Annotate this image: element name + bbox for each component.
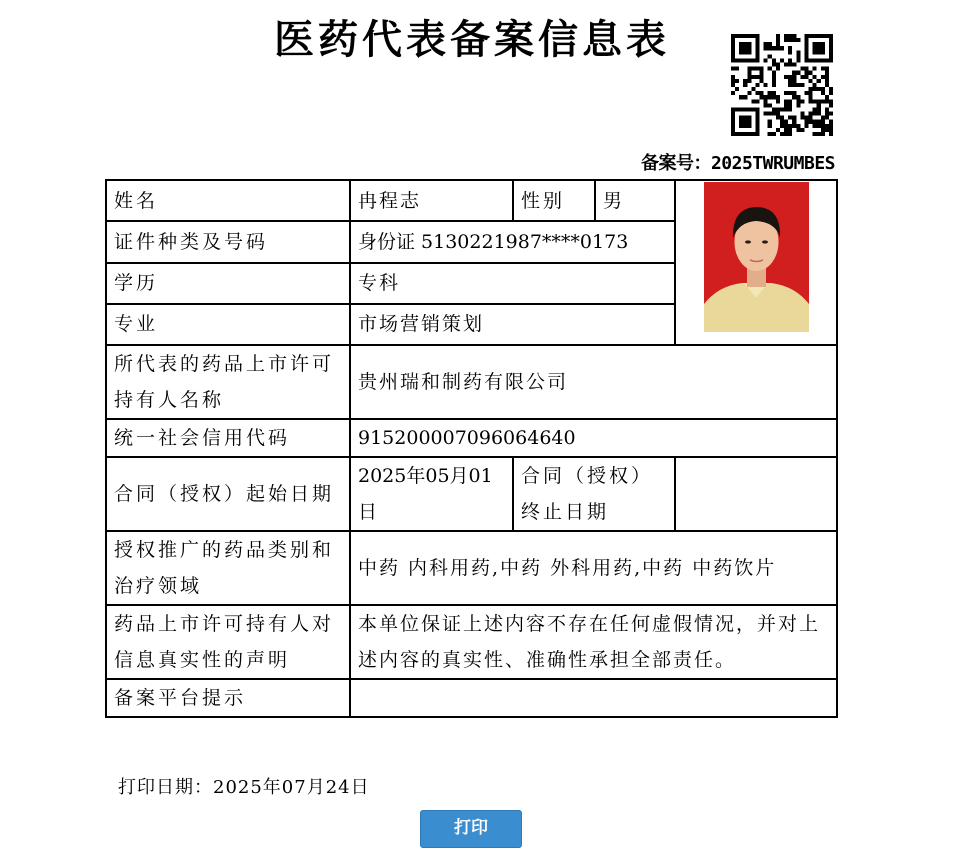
scope-label: 授权推广的药品类别和治疗领域 [106,531,350,605]
record-number-label: 备案号： [640,153,711,174]
info-table [105,179,838,718]
record-number-value: 2025TWRUMBES [710,153,835,174]
credit-code-label: 统一社会信用代码 [106,419,350,457]
major-label: 专业 [106,304,350,345]
gender-label: 性别 [513,180,595,221]
platform-tip-label: 备案平台提示 [106,679,350,717]
credit-code-value: 915200007096064640 [350,419,837,457]
holder-value: 贵州瑞和制药有限公司 [350,345,837,419]
table-row [106,605,837,679]
table-row [106,679,837,717]
declaration-label: 药品上市许可持有人对信息真实性的声明 [106,605,350,679]
holder-label: 所代表的药品上市许可持有人名称 [106,345,350,419]
table-row [106,419,837,457]
id-card-value: 身份证 5130221987****0173 [350,221,675,262]
contract-start-value: 2025年05月01日 [350,457,513,531]
print-button[interactable]: 打印 [420,810,522,848]
education-label: 学历 [106,263,350,304]
contract-start-label: 合同（授权）起始日期 [106,457,350,531]
education-value: 专科 [350,263,675,304]
major-value: 市场营销策划 [350,304,675,345]
scope-value: 中药 内科用药,中药 外科用药,中药 中药饮片 [350,531,837,605]
page-title: 医药代表备案信息表 [274,17,670,63]
name-label: 姓名 [106,180,350,221]
photo-cell [675,180,837,345]
table-row [106,180,837,221]
print-date: 打印日期：2025年07月24日 [118,777,370,798]
table-row [106,457,837,531]
contract-end-value [675,457,837,531]
id-card-label: 证件种类及号码 [106,221,350,262]
table-row [106,531,837,605]
contract-end-label: 合同（授权）终止日期 [513,457,675,531]
record-number [641,149,835,175]
id-photo [704,182,809,332]
declaration-value: 本单位保证上述内容不存在任何虚假情况，并对上述内容的真实性、准确性承担全部责任。 [350,605,837,679]
gender-value: 男 [595,180,675,221]
qr-code-icon [731,34,833,136]
name-value: 冉程志 [350,180,513,221]
platform-tip-value [350,679,837,717]
table-row [106,345,837,419]
